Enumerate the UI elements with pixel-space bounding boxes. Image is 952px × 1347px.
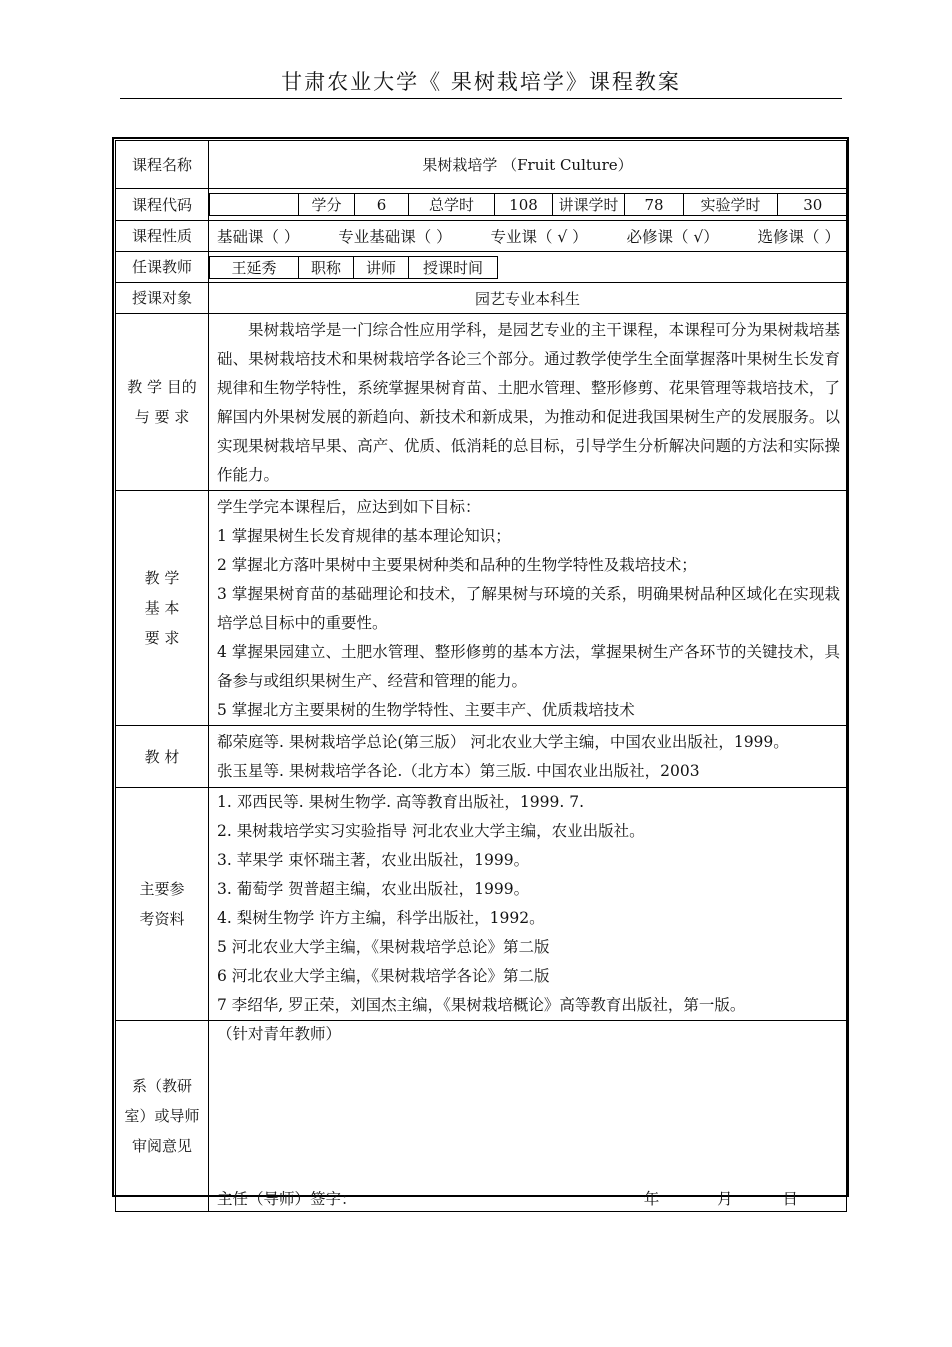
nature-option-required: 必修课（ √） [626, 228, 719, 246]
requirement-item: 1 掌握果树生长发育规律的基本理论知识； [217, 527, 511, 545]
teacher-cell [209, 252, 847, 283]
lab-hours-value: 30 [778, 194, 848, 216]
lab-hours-label: 实验学时 [684, 194, 778, 216]
row-teacher [116, 252, 847, 283]
reference-item: 3. 苹果学 束怀瑞主著，农业出版社，1999。 [217, 851, 530, 869]
course-code-label: 课程代码 [116, 189, 209, 221]
date-day: 日 [782, 1190, 798, 1208]
reference-item: 2. 果树栽培学实习实验指导 河北农业大学主编，农业出版社。 [217, 822, 645, 840]
course-code-cell [209, 189, 847, 221]
date-month: 月 [717, 1190, 733, 1208]
nature-option-professional: 专业课（ √ ） [490, 228, 588, 246]
document-title: 甘肃农业大学《 果树栽培学》课程教案 [281, 70, 681, 94]
references-label: 主要参 考资料 [116, 788, 209, 1021]
reference-item: 3. 葡萄学 贺普超主编，农业出版社，1999。 [217, 880, 530, 898]
requirement-item: 3 掌握果树育苗的基础理论和技术，了解果树与环境的关系，明确果树品种区域化在实现栽培学总目标中的重要性。 [217, 585, 840, 632]
credits-label: 学分 [299, 194, 355, 216]
row-audience [116, 283, 847, 314]
course-code-value [210, 194, 299, 216]
course-name-label: 课程名称 [116, 141, 209, 189]
row-objectives [116, 314, 847, 491]
teacher-title-value: 讲师 [354, 256, 409, 278]
date-year: 年 [643, 1190, 660, 1208]
requirements-label: 教 学 基 本 要 求 [116, 491, 209, 726]
signature-label: 主任（导师）签字： [217, 1190, 357, 1208]
reference-item: 5 河北农业大学主编，《果树栽培学总论》第二版 [217, 938, 550, 956]
header-rule [120, 98, 842, 99]
objectives-label: 教 学 目的与 要 求 [116, 314, 209, 491]
references-cell [209, 788, 847, 1021]
row-course-nature [116, 221, 847, 252]
total-hours-value: 108 [495, 194, 553, 216]
audience-value: 园艺专业本科生 [209, 283, 847, 314]
reference-item: 7 李绍华, 罗正荣，刘国杰主编，《果树栽培概论》高等教育出版社，第一版。 [217, 996, 746, 1014]
textbooks-cell [209, 726, 847, 788]
review-note: （针对青年教师） [217, 1025, 342, 1043]
textbook-item: 郗荣庭等. 果树栽培学总论(第三版） 河北农业大学主编，中国农业出版社，1999。 [217, 732, 789, 751]
reference-item: 4. 梨树生物学 许方主编，科学出版社，1992。 [217, 909, 545, 927]
lecture-hours-value: 78 [625, 194, 684, 216]
reference-item: 1. 邓西民等. 果树生物学. 高等教育出版社，1999. 7. [217, 793, 585, 811]
course-info-table [115, 140, 847, 1212]
review-label: 系（教研 室）或导师 审阅意见 [116, 1021, 209, 1212]
requirement-item: 4 掌握果园建立、土肥水管理、整形修剪的基本方法，掌握果树生产各环节的关键技术，具备参与或组织果树生产、经营和管理的能力。 [217, 643, 840, 690]
row-course-name [116, 141, 847, 189]
review-cell [209, 1021, 847, 1212]
teaching-time-label: 授课时间 [409, 256, 498, 278]
teacher-title-label: 职称 [299, 256, 354, 278]
reference-item: 6 河北农业大学主编，《果树栽培学各论》第二版 [217, 967, 550, 985]
course-nature-cell [209, 221, 847, 252]
row-review [116, 1021, 847, 1212]
requirement-item: 5 掌握北方主要果树的生物学特性、主要丰产、优质栽培技术 [217, 701, 635, 719]
nature-option-elective: 选修课（ ） [757, 228, 840, 246]
requirement-item: 2 掌握北方落叶果树中主要果树种类和品种的生物学特性及栽培技术； [217, 556, 697, 574]
nature-option-professional-basic: 专业基础课（ ） [338, 228, 452, 246]
teacher-name: 王延秀 [210, 256, 299, 278]
requirements-cell [209, 491, 847, 726]
course-nature-label: 课程性质 [116, 221, 209, 252]
row-references [116, 788, 847, 1021]
total-hours-label: 总学时 [409, 194, 495, 216]
objectives-cell [209, 314, 847, 491]
signature-date [644, 1187, 798, 1209]
row-course-code [116, 189, 847, 221]
course-name-value: 果树栽培学 （Fruit Culture） [209, 141, 847, 189]
lecture-hours-label: 讲课学时 [553, 194, 625, 216]
row-requirements [116, 491, 847, 726]
credits-value: 6 [355, 194, 409, 216]
textbooks-label: 教 材 [116, 726, 209, 788]
teacher-label: 任课教师 [116, 252, 209, 283]
nature-option-basic: 基础课（ ） [217, 228, 300, 246]
textbook-item: 张玉星等. 果树栽培学各论.（北方本）第三版. 中国农业出版社，2003 [217, 761, 700, 780]
objectives-text: 果树栽培学是一门综合性应用学科，是园艺专业的主干课程，本课程可分为果树栽培基础、果树栽培技术和果树栽培学各论三个部分。通过教学使学生全面掌握落叶果树生长发育规律和生物学特性，系统掌握果树育苗、土肥水管理、整形修剪、花果管理等栽培技术，了解国内外果树发展的新趋向、新技术和新成果，为推动和促进我国果树生产的发展服务。以实现果树栽培早果、高产、优质、低消耗的总目标，引导学生分析解决问题的方法和实际操作能力。 [217, 321, 840, 484]
audience-label: 授课对象 [116, 283, 209, 314]
row-textbooks [116, 726, 847, 788]
requirements-intro: 学生学完本课程后，应达到如下目标： [217, 498, 481, 516]
